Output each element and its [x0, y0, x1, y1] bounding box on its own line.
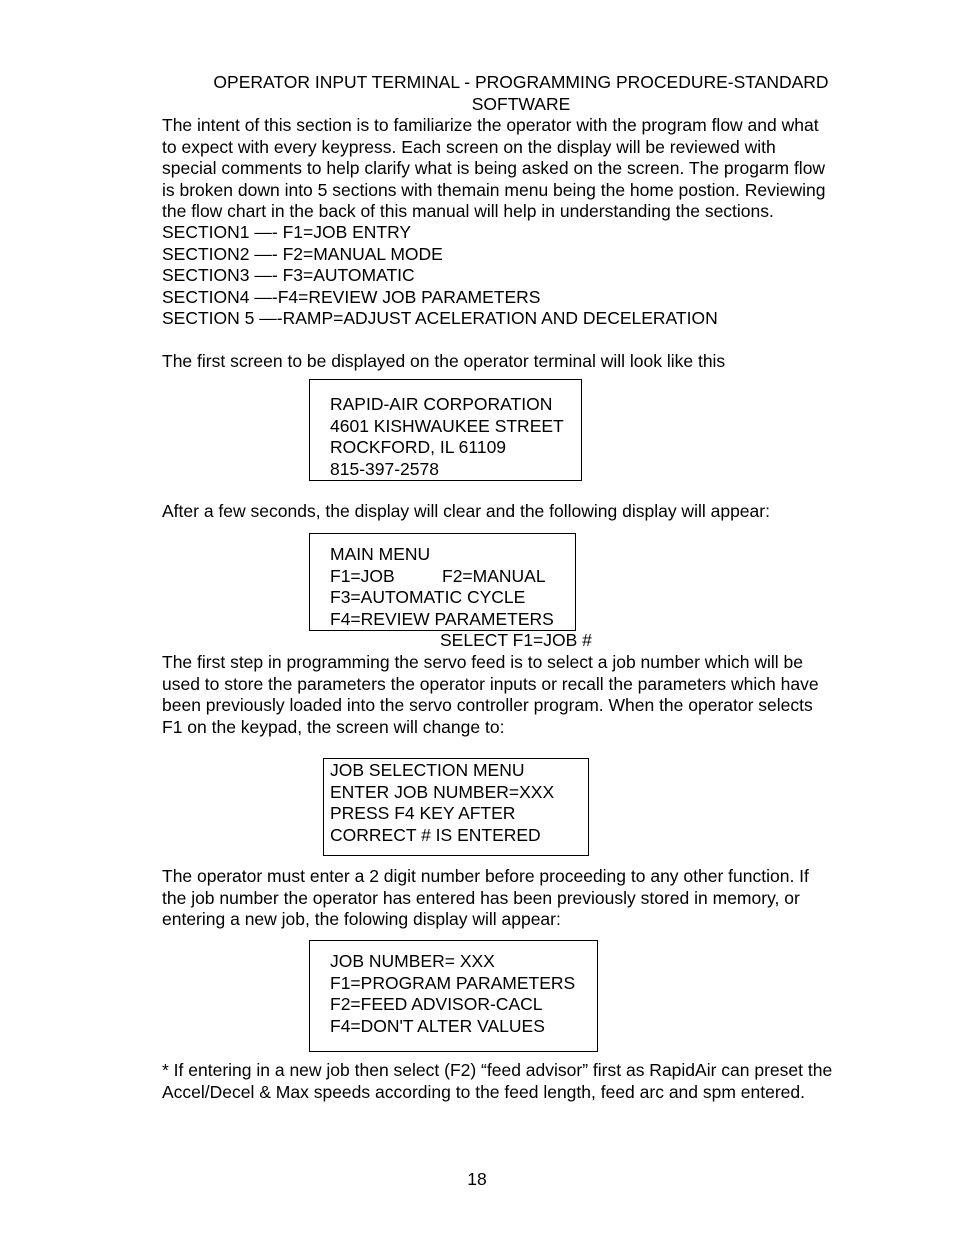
title-line-1: OPERATOR INPUT TERMINAL - PROGRAMMING PROCEDURE-STANDARD	[213, 72, 829, 92]
footnote	[162, 1060, 884, 1103]
screen-line: F1=PROGRAM PARAMETERS	[330, 972, 576, 993]
screen-line: PRESS F4 KEY AFTER	[330, 803, 516, 823]
section-item-2: SECTION2 —- F2=MANUAL MODE	[162, 243, 443, 264]
intro-line: the flow chart in the back of this manual will help in understanding the sections.	[162, 201, 774, 221]
first-step-paragraph	[162, 652, 884, 738]
after-seconds-text: After a few seconds, the display will clear and the following display will appear:	[162, 501, 770, 521]
footnote-line: Accel/Decel & Max speeds according to the feed length, feed arc and spm entered.	[162, 1081, 806, 1102]
section-item-4: SECTION4 —-F4=REVIEW JOB PARAMETERS	[162, 286, 541, 307]
section-list	[162, 222, 884, 330]
page-number: 18	[467, 1169, 487, 1189]
screen-job-number	[309, 940, 598, 1052]
section-item-1: SECTION1 —- F1=JOB ENTRY	[162, 222, 412, 242]
first-step-line: The first step in programming the servo feed is to select a job number which will be	[162, 652, 803, 672]
intro-paragraph	[162, 115, 884, 223]
screen-main-menu	[309, 533, 576, 631]
first-screen-intro-text: The first screen to be displayed on the operator terminal will look like this	[162, 351, 726, 371]
first-screen-intro	[162, 351, 884, 373]
menu-option-f1: F1=JOB	[330, 565, 395, 586]
intro-line: The intent of this section is to familiarize the operator with the program flow and what	[162, 115, 819, 135]
screen-line: CORRECT # IS ENTERED	[330, 824, 541, 845]
after-seconds-paragraph	[162, 501, 884, 523]
select-note: SELECT F1=JOB #	[440, 630, 592, 650]
intro-line: special comments to help clarify what is being asked on the screen. The progarm flow	[162, 158, 826, 178]
first-step-line: used to store the parameters the operator inputs or recall the parameters which have	[162, 673, 819, 694]
screen-line: MAIN MENU	[330, 544, 431, 564]
intro-line: is broken down into 5 sections with themain menu being the home postion. Reviewing	[162, 179, 826, 200]
screen-job-selection	[323, 758, 589, 856]
screen-line: JOB SELECTION MENU	[330, 760, 525, 780]
title-line-2: SOFTWARE	[471, 93, 571, 114]
first-step-line: been previously loaded into the servo controller program. When the operator selects	[162, 695, 813, 715]
menu-option-f2: F2=MANUAL	[442, 565, 546, 586]
screen-line: JOB NUMBER= XXX	[330, 951, 495, 971]
operator-must-line: the job number the operator has entered has been previously stored in memory, or	[162, 887, 800, 908]
screen-line: 4601 KISHWAUKEE STREET	[330, 415, 564, 436]
screen-line: F3=AUTOMATIC CYCLE	[330, 587, 526, 607]
first-step-line: F1 on the keypad, the screen will change to:	[162, 716, 505, 737]
intro-line: to expect with every keypress. Each screen on the display will be reviewed with	[162, 136, 776, 157]
screen-startup-display	[309, 379, 582, 481]
screen-line: 815-397-2578	[330, 458, 439, 479]
footnote-line: * If entering in a new job then select (F2) “feed advisor” first as RapidAir can preset the	[162, 1060, 833, 1080]
screen-line: ROCKFORD, IL 61109	[330, 437, 507, 457]
operator-must-line: The operator must enter a 2 digit number before proceeding to any other function. If	[162, 866, 809, 886]
screen-line	[330, 566, 575, 588]
screen-line: F4=REVIEW PARAMETERS	[330, 608, 554, 629]
operator-must-paragraph	[162, 866, 884, 931]
section-item-3: SECTION3 —- F3=AUTOMATIC	[162, 265, 415, 285]
screen-line: F2=FEED ADVISOR-CACL	[330, 994, 543, 1014]
operator-must-line: entering a new job, the folowing display will appear:	[162, 909, 561, 929]
screen-line: F4=DON'T ALTER VALUES	[330, 1015, 545, 1036]
screen-line: ENTER JOB NUMBER=XXX	[330, 781, 555, 802]
page-title	[160, 72, 882, 115]
screen-line: RAPID-AIR CORPORATION	[330, 394, 553, 414]
section-item-5: SECTION 5 —-RAMP=ADJUST ACELERATION AND DECELERATION	[162, 308, 718, 328]
